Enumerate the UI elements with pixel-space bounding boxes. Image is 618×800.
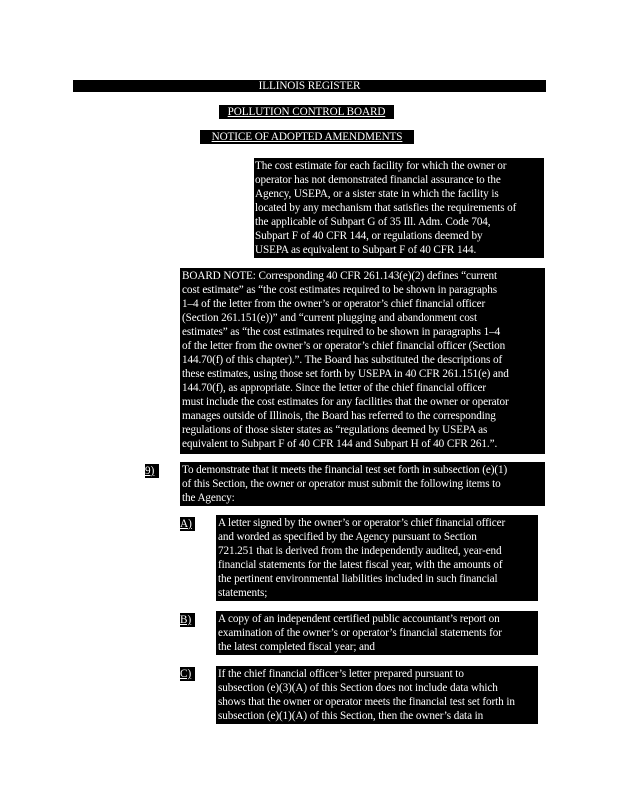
text-line: statements; (218, 587, 268, 599)
text-line: the pertinent environmental liabilities included in such financial (218, 573, 498, 585)
text-line: 144.70(f), as appropriate. Since the letter of the chief financial officer (182, 382, 486, 394)
text-line: of this Section, the owner or operator must submit the following items to (182, 478, 501, 490)
text-line: Subpart F of 40 CFR 144, or regulations deemed by (255, 230, 483, 242)
text-line: examination of the owner’s or operator’s financial statements for (218, 627, 502, 639)
text-line: The cost estimate for each facility for which the owner or (255, 160, 507, 172)
text-line: located by any mechanism that satisfies the requirements of (255, 202, 517, 214)
item-c-label: C) (180, 667, 195, 681)
item-c-paragraph (216, 666, 538, 724)
text-line: operator has not demonstrated financial assurance to the (255, 174, 501, 186)
text-line: shows that the owner or operator meets the financial test set forth in (218, 696, 515, 708)
item-a-paragraph (216, 515, 538, 601)
item-b-label: B) (180, 613, 195, 627)
item-a-label: A) (180, 517, 195, 531)
text-line: and worded as specified by the Agency pursuant to Section (218, 531, 477, 543)
text-line: A copy of an independent certified public accountant’s report on (218, 613, 500, 625)
text-line: regulations of those sister states as “regulations deemed by USEPA as (182, 424, 488, 436)
text-line: manages outside of Illinois, the Board has referred to the corresponding (182, 410, 496, 422)
register-header: ILLINOIS REGISTER (73, 80, 546, 92)
item-9-label: 9) (145, 464, 159, 478)
text-line: these estimates, using those set forth by USEPA in 40 CFR 261.151(e) and (182, 368, 509, 380)
text-line: cost estimate” as “the cost estimates required to be shown in paragraphs (182, 284, 497, 296)
text-line: USEPA as equivalent to Subpart F of 40 CFR 144. (255, 244, 477, 256)
text-line: (Section 261.151(e))” and “current plugging and abandonment cost (182, 312, 477, 324)
item-9-paragraph (180, 462, 545, 506)
text-line: BOARD NOTE: Corresponding 40 CFR 261.143(e)(2) defines “current (182, 270, 497, 282)
text-line: the Agency: (182, 492, 235, 504)
text-line: Agency, USEPA, or a sister state in which the facility is (255, 188, 499, 200)
text-line: financial statements for the latest fiscal year, with the amounts of (218, 559, 503, 571)
notice-header: NOTICE OF ADOPTED AMENDMENTS (200, 130, 414, 144)
text-line: 1–4 of the letter from the owner’s or operator’s chief financial officer (182, 298, 486, 310)
text-line: subsection (e)(1)(A) of this Section, then the owner’s data in (218, 710, 484, 722)
board-note-paragraph (180, 268, 545, 454)
text-line: must include the cost estimates for any facilities that the owner or operator (182, 396, 509, 408)
text-line: A letter signed by the owner’s or operator’s chief financial officer (218, 517, 506, 529)
text-line: estimates” as “the cost estimates required to be shown in paragraphs 1–4 (182, 326, 501, 338)
text-line: 721.251 that is derived from the independently audited, year-end (218, 545, 502, 557)
text-line: the latest completed fiscal year; and (218, 641, 375, 653)
text-line: of the letter from the owner’s or operator’s chief financial officer (Section (182, 340, 506, 352)
item-b-paragraph (216, 611, 538, 655)
cost-estimate-paragraph (254, 158, 544, 258)
text-line: If the chief financial officer’s letter prepared pursuant to (218, 668, 464, 680)
board-header: POLLUTION CONTROL BOARD (219, 105, 394, 119)
text-line: To demonstrate that it meets the financial test set forth in subsection (e)(1) (182, 464, 508, 476)
text-line: subsection (e)(3)(A) of this Section does not include data which (218, 682, 498, 694)
text-line: 144.70(f) of this chapter).”. The Board has substituted the descriptions of (182, 354, 503, 366)
text-line: the applicable of Subpart G of 35 Ill. Adm. Code 704, (255, 216, 491, 228)
text-line: equivalent to Subpart F of 40 CFR 144 and Subpart H of 40 CFR 261.”. (182, 438, 498, 450)
